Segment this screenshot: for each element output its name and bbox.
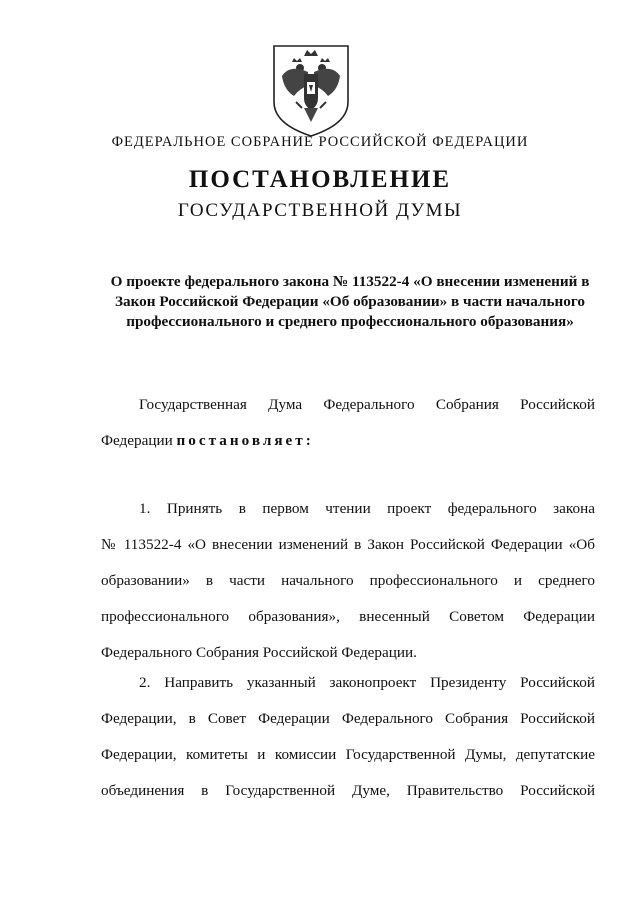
paragraph-line: № 113522-4 «О внесении изменений в Закон Российской Федерации «Об: [101, 536, 595, 553]
paragraph-line: объединения в Государственной Думе, Правительство Российской: [101, 782, 595, 799]
paragraph-line: профессионального образования», внесенный Советом Федерации: [101, 608, 595, 625]
item-2-paragraph: [101, 665, 595, 809]
subject-line: Закон Российской Федерации «Об образовании» в части начального: [115, 293, 585, 310]
subject-line: профессионального и среднего профессионального образования»: [126, 313, 574, 330]
paragraph-line: Государственная Дума Федерального Собрания Российской: [139, 396, 595, 413]
paragraph-line: 2. Направить указанный законопроект Президенту Российской: [139, 674, 595, 691]
paragraph-line: 1. Принять в первом чтении проект федерального закона: [139, 500, 595, 517]
issuing-body-title: ГОСУДАРСТВЕННОЙ ДУМЫ: [177, 200, 463, 221]
resolves-keyword: постановляет:: [176, 432, 314, 449]
paragraph-line: [101, 423, 595, 459]
document-type-title: ПОСТАНОВЛЕНИЕ: [188, 166, 452, 193]
document-subject: [100, 272, 600, 332]
paragraph-line: Федерации, комитеты и комиссии Государственной Думы, депутатские: [101, 746, 595, 763]
organization-title: ФЕДЕРАЛЬНОЕ СОБРАНИЕ РОССИЙСКОЙ ФЕДЕРАЦИИ: [111, 134, 529, 150]
coat-of-arms-icon: [270, 42, 352, 138]
preamble-subject: Федерации: [101, 432, 173, 449]
paragraph-line: Федерального Собрания Российской Федерации.: [101, 644, 417, 661]
preamble-paragraph: [101, 387, 595, 459]
paragraph-line: образовании» в части начального профессионального и среднего: [101, 572, 595, 589]
subject-line: О проекте федерального закона № 113522-4 «О внесении изменений в: [110, 273, 590, 290]
item-1-paragraph: [101, 491, 595, 671]
paragraph-line: Федерации, в Совет Федерации Федерального Собрания Российской: [101, 710, 595, 727]
